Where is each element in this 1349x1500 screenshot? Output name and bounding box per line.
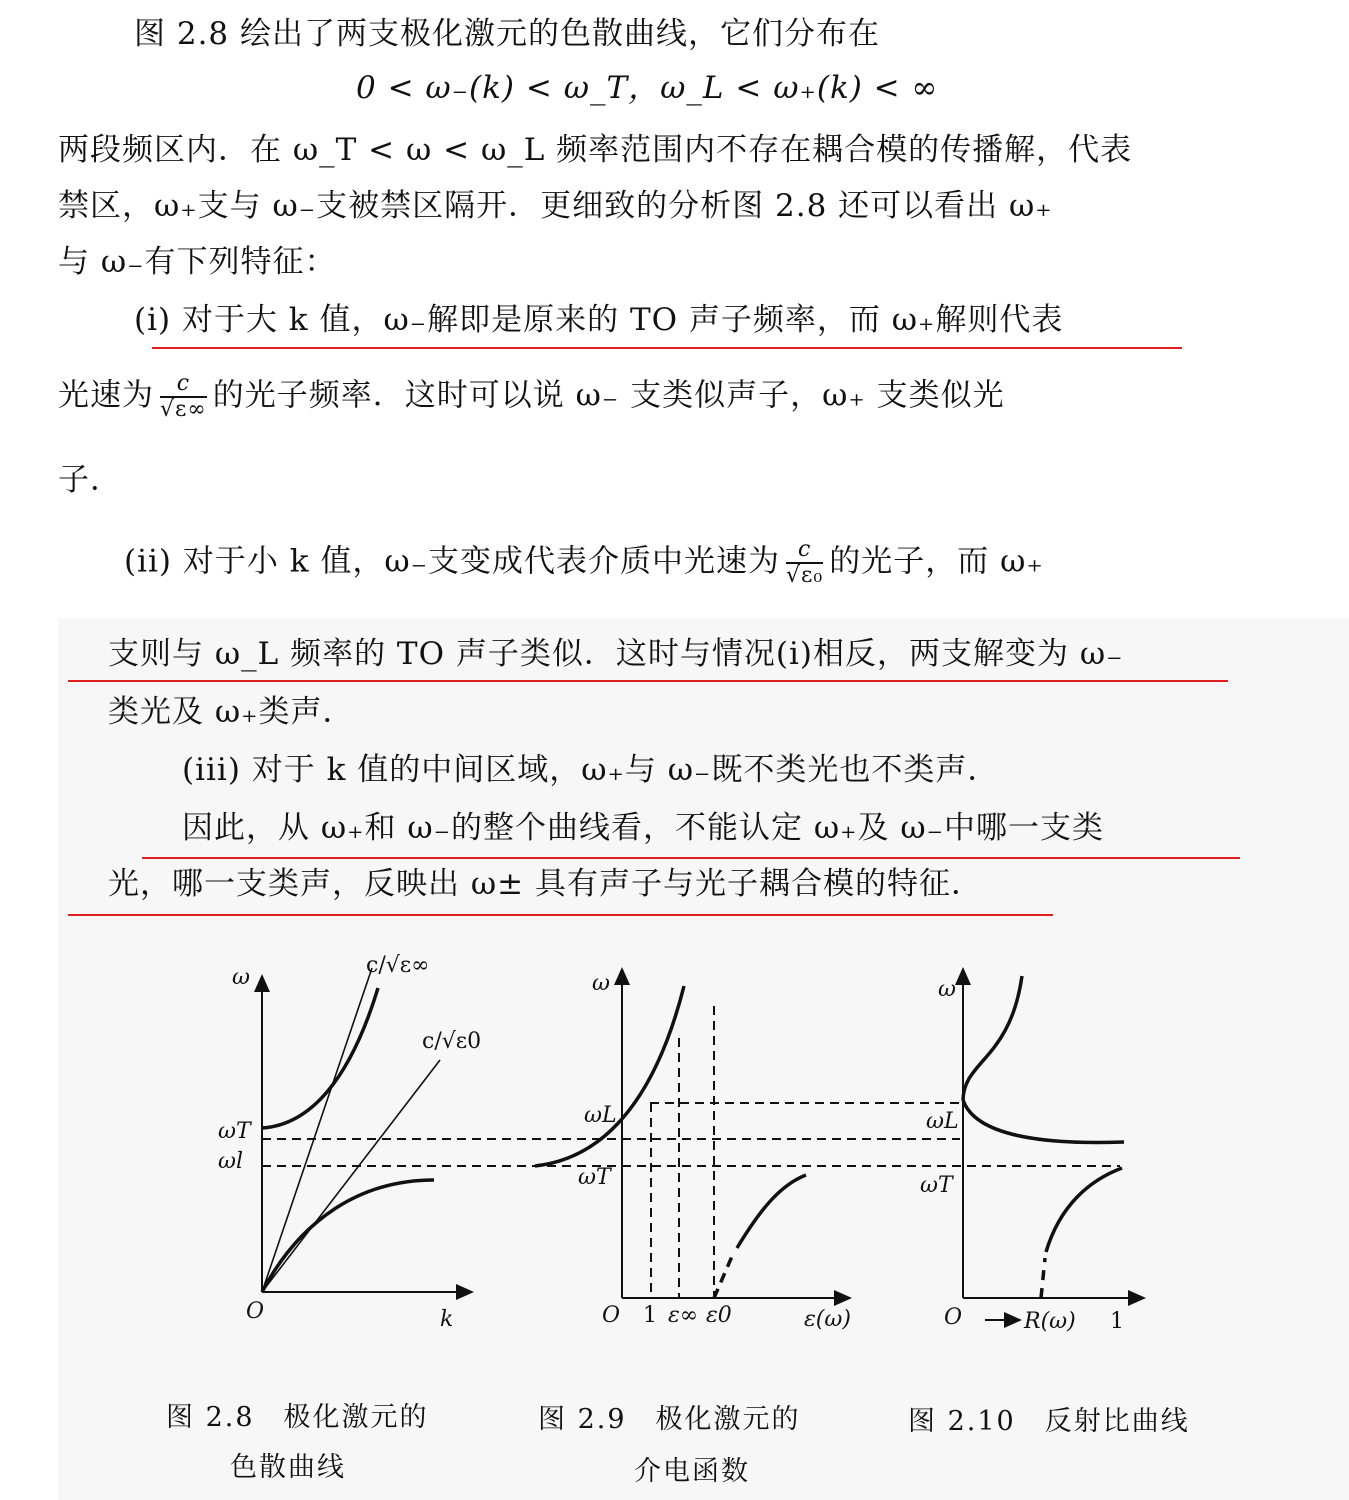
fraction-denominator-2: √ε₀ — [786, 563, 824, 588]
fraction-numerator: c — [160, 372, 207, 398]
fraction-numerator-2: c — [786, 538, 823, 564]
fraction-denominator: √ε∞ — [160, 397, 207, 422]
item-ii-line2: 支则与 ω_L 频率的 TO 声子类似．这时与情况(i)相反，两支解变为 ω₋ — [108, 636, 1124, 672]
item-i-line2-prefix: 光速为 — [58, 377, 154, 414]
fig1-line-inf-label: c/√ε∞ — [366, 953, 430, 978]
fig3-y-label: ω — [938, 977, 956, 1002]
fig2-y-label: ω — [592, 971, 610, 996]
paragraph-line-2b: 禁区，ω₊支与 ω₋支被禁区隔开．更细致的分析图 2.8 还可以看出 ω₊ — [58, 188, 1053, 224]
caption-fig-2-9-line1: 图 2.9 极化激元的 — [538, 1404, 801, 1435]
item-i-line2-suffix: 的光子频率．这时可以说 ω₋ 支类似声子，ω₊ 支类似光 — [212, 377, 1005, 414]
figure-2-9 — [535, 975, 844, 1298]
item-ii-line3: 类光及 ω₊类声． — [108, 694, 355, 730]
fig1-x-label: k — [440, 1307, 454, 1332]
fig3-x-label: R(ω) — [1024, 1309, 1076, 1334]
fig1-upper-branch — [262, 988, 378, 1128]
fig1-y-label: ω — [232, 965, 250, 990]
fig3-lower-curve-dashed — [1041, 1258, 1045, 1298]
item-ii-line1-prefix: (ii) 对于小 k 值，ω₋支变成代表介质中光速为 — [124, 543, 781, 580]
fig2-tick-eps-inf: ε∞ — [668, 1303, 699, 1328]
fig1-light-line-0 — [262, 1060, 440, 1292]
fig3-upper-curve-top — [963, 976, 1022, 1100]
fig2-tick-eps-0: ε0 — [706, 1303, 732, 1328]
figure-2-10 — [963, 975, 1138, 1320]
item-iii: (iii) 对于 k 值的中间区域，ω₊与 ω₋既不类光也不类声． — [182, 752, 1000, 788]
item-i-line3: 子． — [58, 462, 122, 498]
paragraph-intro: 图 2.8 绘出了两支极化激元的色散曲线，它们分布在 — [134, 16, 881, 52]
fig1-light-line-inf — [262, 968, 372, 1292]
conclusion-line1: 因此，从 ω₊和 ω₋的整个曲线看，不能认定 ω₊及 ω₋中哪一支类 — [182, 810, 1104, 846]
caption-fig-2-10: 图 2.10 反射比曲线 — [908, 1406, 1190, 1437]
figure-2-8 — [262, 968, 466, 1292]
caption-fig-2-8-line1: 图 2.8 极化激元的 — [166, 1402, 429, 1433]
fig2-lower-curve — [737, 1175, 806, 1248]
item-ii-line1-suffix: 的光子，而 ω₊ — [829, 543, 1044, 580]
fig2-omega-t-label: ωT — [578, 1165, 611, 1190]
fig3-lower-curve — [1046, 1168, 1122, 1252]
fig1-omega-t-label: ωT — [218, 1119, 251, 1144]
paragraph-line-2a: 两段频区内．在 ω_T < ω < ω_L 频率范围内不存在耦合模的传播解，代表 — [58, 132, 1133, 168]
fig1-line-0-label: c/√ε0 — [422, 1029, 482, 1054]
fig3-upper-curve-bottom — [963, 1100, 1124, 1143]
item-i-line1: (i) 对于大 k 值，ω₋解即是原来的 TO 声子频率，而 ω₊解则代表 — [134, 302, 1064, 338]
fig2-origin-label: O — [602, 1303, 621, 1328]
fig1-lower-branch — [262, 1180, 434, 1292]
fig2-omega-l-label: ωL — [584, 1103, 617, 1128]
fig3-origin-label: O — [944, 1305, 963, 1330]
paragraph-line-2c: 与 ω₋有下列特征： — [58, 244, 337, 280]
fig1-omega-l-label: ωl — [218, 1149, 243, 1174]
fig3-omega-t-label: ωT — [920, 1173, 953, 1198]
fig3-tick-1: 1 — [1110, 1309, 1124, 1334]
fig2-tick-1: 1 — [643, 1303, 657, 1328]
fig2-lower-curve-dashed — [714, 1254, 733, 1298]
conclusion-line2: 光，哪一支类声，反映出 ω± 具有声子与光子耦合模的特征． — [108, 866, 983, 902]
fig3-omega-l-label: ωL — [926, 1109, 959, 1134]
fig2-x-label: ε(ω) — [804, 1307, 851, 1332]
caption-fig-2-8-line2: 色散曲线 — [230, 1452, 346, 1483]
caption-fig-2-9-line2: 介电函数 — [634, 1456, 750, 1487]
fig1-origin-label: O — [246, 1299, 265, 1324]
equation-range: 0 < ω₋(k) < ω_T，ω_L < ω₊(k) < ∞ — [356, 70, 939, 106]
dashed-connectors — [262, 1103, 1120, 1166]
